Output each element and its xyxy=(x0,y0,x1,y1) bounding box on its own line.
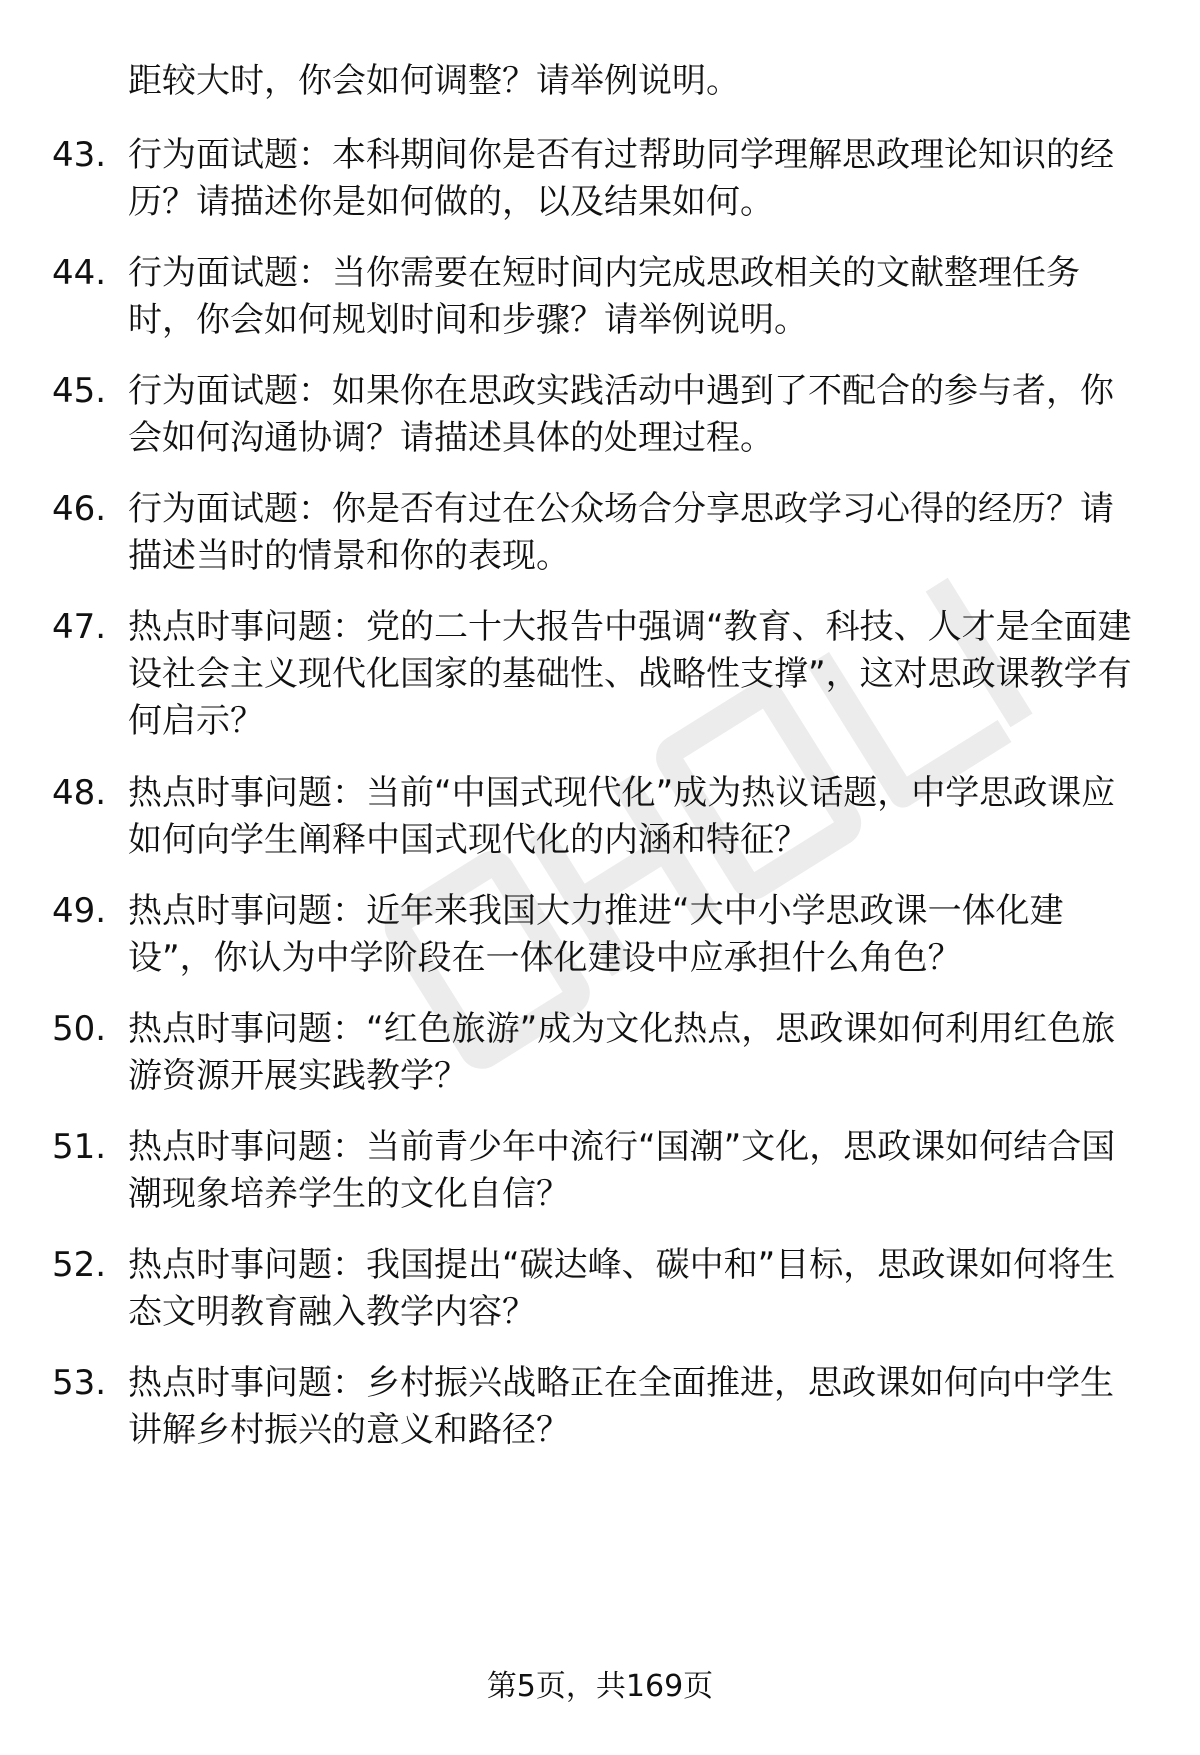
item-number: 50. xyxy=(52,1009,107,1049)
item-number: 53. xyxy=(52,1363,107,1403)
item-number: 47. xyxy=(52,607,107,647)
continuation-text: 距较大时，你会如何调整？请举例说明。 xyxy=(128,61,740,101)
item-number: 46. xyxy=(52,489,107,529)
item-number: 51. xyxy=(52,1127,107,1167)
item-text: 热点时事问题：近年来我国大力推进“大中小学思政课一体化建设”，你认为中学阶段在一体化建设中应承担什么角色？ xyxy=(128,891,1064,978)
item-number: 45. xyxy=(52,371,107,411)
item-text: 热点时事问题：党的二十大报告中强调“教育、科技、人才是全面建设社会主义现代化国家的基础性、战略性支撑”，这对思政课教学有何启示？ xyxy=(128,607,1132,741)
item-text: 行为面试题：如果你在思政实践活动中遇到了不配合的参与者，你会如何沟通协调？请描述具体的处理过程。 xyxy=(128,371,1114,458)
item-number: 44. xyxy=(52,253,107,293)
item-text: 行为面试题：当你需要在短时间内完成思政相关的文献整理任务时，你会如何规划时间和步骤？请举例说明。 xyxy=(128,253,1080,340)
item-text: 热点时事问题：当前青少年中流行“国潮”文化，思政课如何结合国潮现象培养学生的文化自信？ xyxy=(128,1127,1116,1214)
item-number: 49. xyxy=(52,891,107,931)
item-number: 48. xyxy=(52,773,107,813)
item-text: 热点时事问题：我国提出“碳达峰、碳中和”目标，思政课如何将生态文明教育融入教学内容？ xyxy=(128,1245,1116,1332)
item-text: 行为面试题：本科期间你是否有过帮助同学理解思政理论知识的经历？请描述你是如何做的，以及结果如何。 xyxy=(128,135,1114,222)
page-footer: 第5页，共169页 xyxy=(486,1669,714,1704)
item-text: 行为面试题：你是否有过在公众场合分享思政学习心得的经历？请描述当时的情景和你的表现。 xyxy=(128,489,1114,576)
item-number: 52. xyxy=(52,1245,107,1285)
item-text: 热点时事问题：当前“中国式现代化”成为热议话题，中学思政课应如何向学生阐释中国式现代化的内涵和特征？ xyxy=(128,773,1116,860)
item-number: 43. xyxy=(52,135,107,175)
item-text: 热点时事问题：“红色旅游”成为文化热点，思政课如何利用红色旅游资源开展实践教学？ xyxy=(128,1009,1116,1096)
item-text: 热点时事问题：乡村振兴战略正在全面推进，思政课如何向中学生讲解乡村振兴的意义和路径？ xyxy=(128,1363,1114,1450)
